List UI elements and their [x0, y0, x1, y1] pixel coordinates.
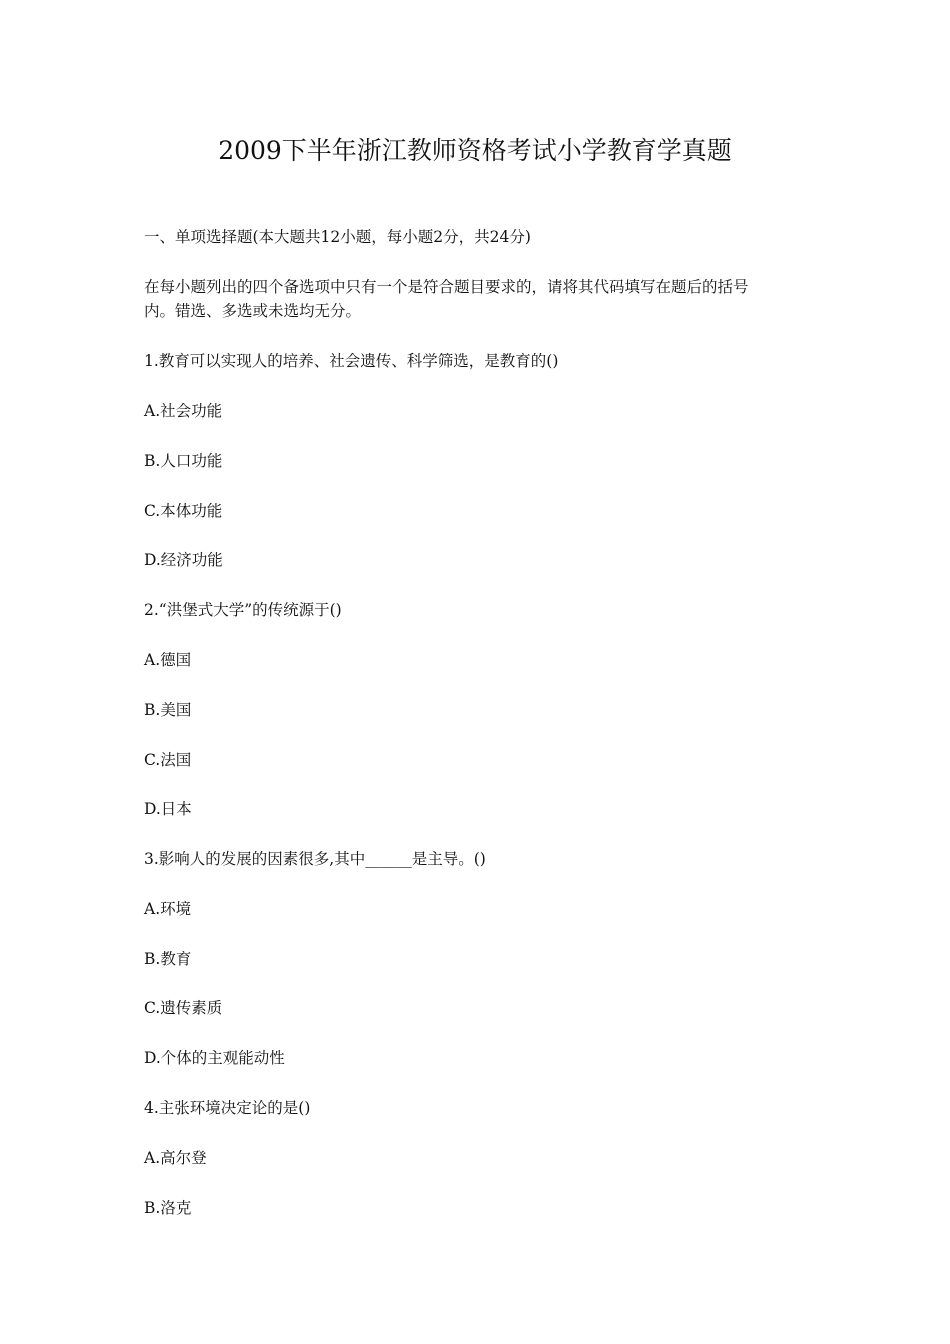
- question-3-option-d: D.个体的主观能动性: [144, 1049, 285, 1067]
- question-1-option-c: C.本体功能: [144, 502, 223, 520]
- question-2-option-b: B.美国: [144, 701, 192, 719]
- question-2-option-a: A.德国: [144, 651, 192, 669]
- question-4-option-b: B.洛克: [144, 1199, 192, 1217]
- instructions-line-2: 内。错选、多选或未选均无分。: [144, 302, 362, 320]
- question-1-option-d: D.经济功能: [144, 551, 223, 569]
- question-1-option-b: B.人口功能: [144, 452, 223, 470]
- section-heading: 一、单项选择题(本大题共12小题，每小题2分，共24分): [144, 228, 531, 246]
- question-2-option-d: D.日本: [144, 800, 192, 818]
- instructions-line-1: 在每小题列出的四个备选项中只有一个是符合题目要求的，请将其代码填写在题后的括号: [144, 278, 749, 296]
- question-2-option-c: C.法国: [144, 751, 192, 769]
- question-3-stem: 3.影响人的发展的因素很多,其中______是主导。(): [144, 850, 486, 868]
- question-3-option-b: B.教育: [144, 950, 192, 968]
- question-1-stem: 1.教育可以实现人的培养、社会遗传、科学筛选，是教育的(): [144, 352, 559, 370]
- question-4-stem: 4.主张环境决定论的是(): [144, 1099, 311, 1117]
- question-3-option-a: A.环境: [144, 900, 192, 918]
- question-3-option-c: C.遗传素质: [144, 999, 223, 1017]
- document-title: 2009下半年浙江教师资格考试小学教育学真题: [218, 136, 732, 165]
- question-1-option-a: A.社会功能: [144, 402, 223, 420]
- question-4-option-a: A.高尔登: [144, 1149, 207, 1167]
- question-2-stem: 2.“洪堡式大学”的传统源于(): [144, 601, 342, 619]
